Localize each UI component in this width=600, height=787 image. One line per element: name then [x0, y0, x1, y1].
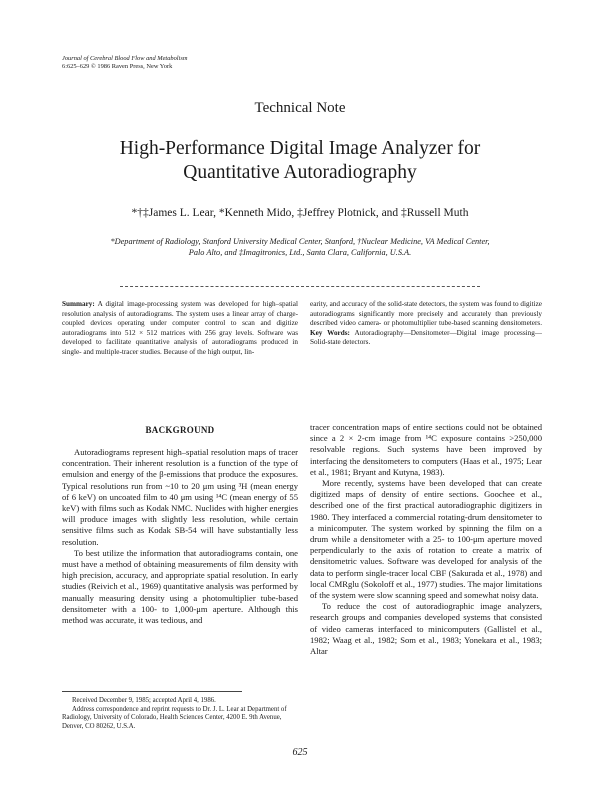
authors: *†‡James L. Lear, *Kenneth Mido, ‡Jeffrey Plotnick, and ‡Russell Muth [131, 207, 469, 219]
affiliation-line-2: Palo Alto, and ‡Imagitronics, Ltd., Santa Clara, California, U.S.A. [188, 248, 412, 257]
abstract-right-text: earity, and accuracy of the solid-state detectors, the system was found to digitize autoradiograms significantly more precisely and accurately than previously described video camera- or photomultiplier tube-based scanning densitometers. [310, 300, 542, 328]
paragraph: To reduce the cost of autoradiographic image analyzers, research groups and companies developed systems that consisted of video cameras interfaced to minicomputers (Gallistel et al., 1982; Waag et al., 1982; Som et al., 1983; Yonekara et al., 1983; Altar [310, 601, 542, 657]
title-line-2: Quantitative Autoradiography [183, 162, 417, 183]
paragraph: Autoradiograms represent high–spatial resolution maps of tracer concentration. Their inherent resolution is a function of the type of emulsion and energy of the β-emissions that produce the exposures. Typical resolutions run from ~10 to 20 μm using ³H (mean energy of 6 keV) on uncoated film to 40 μm using ¹⁴C (mean energy of 55 keV) with films such as Kodak NMC. Nuclides with higher energies will produce images with slightly less resolution, while certain sensitive films such as Kodak SB-54 will have substantially less resolution. [62, 447, 298, 547]
abstract-right [310, 300, 542, 348]
abstract-left-text: A digital image-processing system was developed for high–spatial resolution analysis of autoradiograms. The system uses a linear array of charge-coupled devices operating under computer control to scan and digitize autoradiograms into 512 × 512 matrices with 256 gray levels. Software was developed to facilitate quantitative analysis of autoradiograms produced in single- and multiple-tracer studies. Because of the high output, lin- [62, 300, 298, 356]
abstract-left [62, 300, 298, 358]
abstract-label: Summary: [62, 300, 95, 308]
footnote-received: Received December 9, 1985; accepted April 4, 1986. [72, 697, 216, 704]
paper-title [60, 137, 540, 185]
page-number: 625 [292, 747, 308, 758]
keywords-text: Autoradiography—Densitometer—Digital image processing—Solid-state detectors. [310, 328, 542, 347]
background-heading: BACKGROUND [145, 425, 215, 435]
body-column-left [62, 447, 298, 626]
journal-citation: 6:625–629 © 1986 Raven Press, New York [62, 63, 173, 70]
body-column-right [310, 422, 542, 657]
journal-header [62, 55, 187, 71]
paragraph: tracer concentration maps of entire sections could not be obtained since a 2 × 2-cm image from ¹⁴C exposure contains >250,000 resolvable regions. Such systems have been improved by interfacing the densitometers to computers (Haas et al., 1975; Lear et al., 1981; Bryant and Kutyna, 1983). [310, 422, 542, 477]
journal-name: Journal of Cerebral Blood Flow and Metabolism [62, 55, 188, 62]
section-label: Technical Note [254, 100, 346, 116]
affiliation-line-1: *Department of Radiology, Stanford University Medical Center, Stanford, †Nuclear Medicine, VA Medical Center, [110, 237, 490, 246]
affiliations [40, 236, 560, 258]
section-divider [120, 286, 480, 289]
footnote-address: Address correspondence and reprint requests to Dr. J. L. Lear at Department of Radiology, University of Colorado, Health Sciences Center, 4200 E. 9th Avenue, Denver, CO 80262, U.S.A. [62, 705, 287, 730]
paragraph: To best utilize the information that autoradiograms contain, one must have a method of obtaining measurements of film density with high precision, accuracy, and appropriate spatial resolution. In early studies (Reivich et al., 1969) quantitative analysis was performed by manually measuring density using a photomultiplier tube-based densitometer with a 100- to 1,000-μm aperture. Although this method was accurate, it was tedious, and [62, 547, 298, 626]
keywords-label: Key Words: [310, 328, 350, 337]
paragraph: More recently, systems have been developed that can create digitized maps of density of entire sections. Goochee et al., described one of the first practical autoradiographic digitizers in 1980. They interfaced a commercial rotating-drum densitometer to a minicomputer. The system worked by spinning the film on a drum while a densitometer with a 25- to 100-μm aperture moved perpendicularly to the axis of rotation to create a matrix of densitometric values. Software was developed for analysis of the data to perform single-tracer local CBF (Sakurada et al., 1978) and local CMRglu (Sokoloff et al., 1977) studies. The major limitations of the system were slow scanning speed and somewhat noisy data. [310, 478, 542, 601]
footnote-rule [62, 691, 242, 692]
title-line-1: High-Performance Digital Image Analyzer for [119, 138, 481, 159]
footnotes [62, 697, 298, 731]
